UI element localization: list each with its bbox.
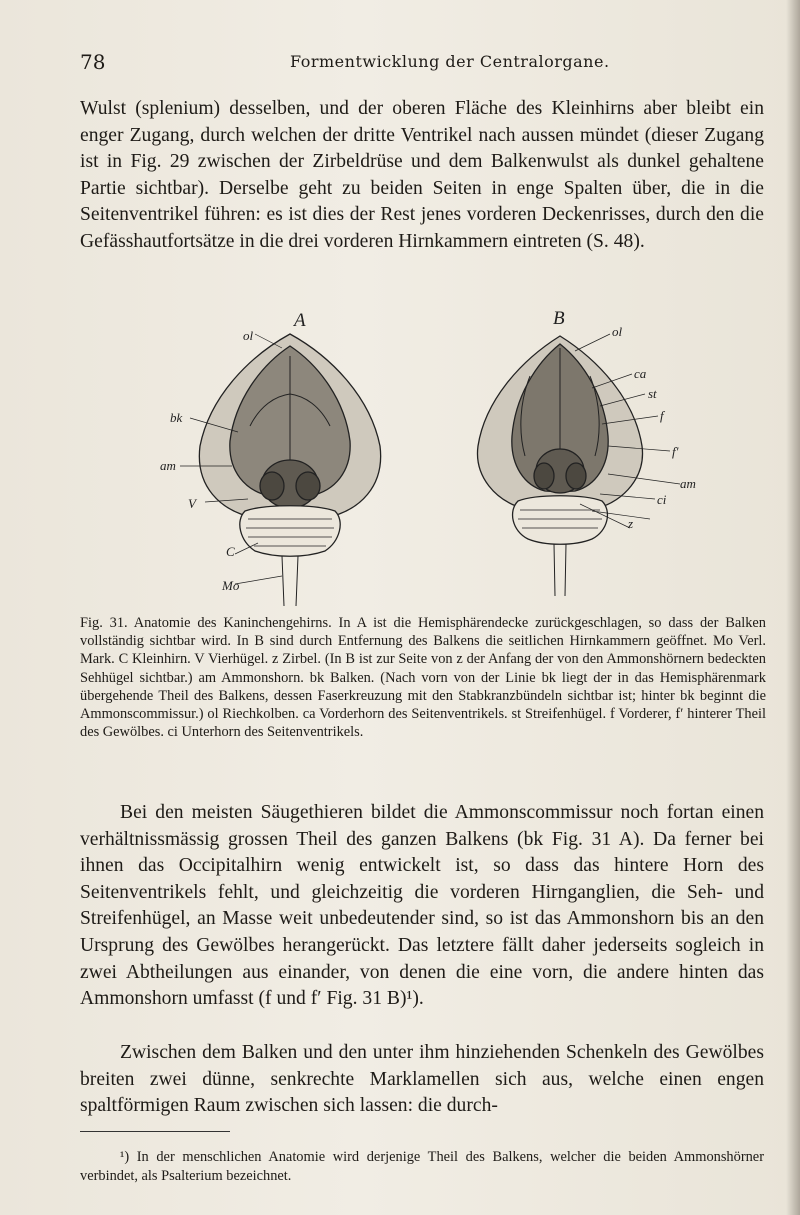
label-b-f-prime: f′ (672, 444, 679, 459)
label-a-v: V (188, 496, 196, 511)
label-b-z: z (628, 516, 634, 531)
panel-b-title: B (553, 308, 565, 329)
label-a-ol: ol (243, 328, 254, 343)
label-a-c: C (226, 544, 235, 559)
footnote: ¹) In der menschlichen Anatomie wird derjenige Theil des Balkens, welcher die beiden Ammonshörner verbindet, als Psalterium bezeichnet. (80, 1149, 764, 1184)
figure-31 (140, 306, 760, 616)
page-edge-shadow (786, 0, 800, 1215)
panel-a-title: A (294, 310, 306, 331)
label-b-ca: ca (634, 366, 647, 381)
running-title: Formentwicklung der Centralorgane. (290, 52, 610, 71)
label-b-ol: ol (612, 324, 623, 339)
panel-b-brain-drawing (478, 334, 680, 596)
panel-a-brain-drawing (180, 334, 381, 606)
paragraph-1: Wulst (splenium) desselben, und der oberen Fläche des Kleinhirns aber bleibt ein enger Zugang, durch welchen der dritte Ventrikel nach aussen mündet (dieser Zugang ist in Fig. 29 zwischen der Zirbeldrüse und dem Balkenwulst als dunkel gehaltene Partie sichtbar). Derselbe geht zu beiden Seiten in enge Spalten über, die in die Seitenventrikel führen: es ist dies der Rest jenes vorderen Deckenrisses, durch den die Gefässhautfortsätze in die drei vorderen Hirnkammern eintreten (S. 48). (80, 98, 764, 252)
label-a-bk: bk (170, 410, 183, 425)
page-header (80, 50, 760, 80)
page-number: 78 (80, 50, 106, 74)
label-a-am: am (160, 458, 176, 473)
figure-caption: Fig. 31. Anatomie des Kaninchengehirns. In A ist die Hemisphärendecke zurückgeschlagen, so dass der Balken vollständig sichtbar wird. In B sind durch Entfernung des Balkens die seitlichen Hirnkammern geöffnet. Mo Verl. Mark. C Kleinhirn. V Vierhügel. z Zirbel. (In B ist zur Seite von z der Anfang der von den Ammonshörnern bedeckten Sehhügel sichtbar.) am Ammonshorn. bk Balken. (Nach vorn von der Linie bk liegt der in das Hemisphärenmark übergehende Theil des Balkens, dessen Faserkreuzung mit den Stabkranzbündeln sichtbar ist; hinter bk beginnt die Ammonscommissur.) ol Riechkolben. ca Vorderhorn des Seitenventrikels. st Streifenhügel. f Vorderer, f′ hinterer Theil des Gewölbes. ci Unterhorn des Seitenventrikels. (80, 615, 766, 741)
paragraph-3: Zwischen dem Balken und den unter ihm hinziehenden Schenkeln des Gewölbes breiten zwei dünne, senkrechte Marklamellen sich aus, welche einen engen spaltförmigen Raum zwischen sich lassen: die durch- (80, 1042, 764, 1117)
label-a-mo: Mo (222, 578, 240, 593)
label-b-f: f (660, 408, 664, 423)
paragraph-2: Bei den meisten Säugethieren bildet die Ammonscommissur noch fortan einen verhältnissmässig grossen Theil des ganzen Balkens (bk Fig. 31 A). Da ferner bei ihnen das Occipitalhirn wenig entwickelt ist, so dass das hintere Horn des Seitenventrikels fehlt, und gleichzeitig die vorderen Hirnganglien, die Seh- und Streifenhügel, an Masse weit unbedeutender sind, so ist das Ammonshorn bis an den Ursprung des Gewölbes herangerückt. Das letztere fällt daher jederseits sogleich in zwei Abtheilungen aus einander, von denen die eine vorn, die andere hinten das Ammonshorn umfasst (f und f′ Fig. 31 B)¹). (80, 802, 764, 1010)
brain-illustration (140, 306, 760, 616)
footnote-rule (80, 1131, 230, 1132)
label-b-ci: ci (657, 492, 667, 507)
label-b-st: st (648, 386, 657, 401)
label-b-am: am (680, 476, 696, 491)
